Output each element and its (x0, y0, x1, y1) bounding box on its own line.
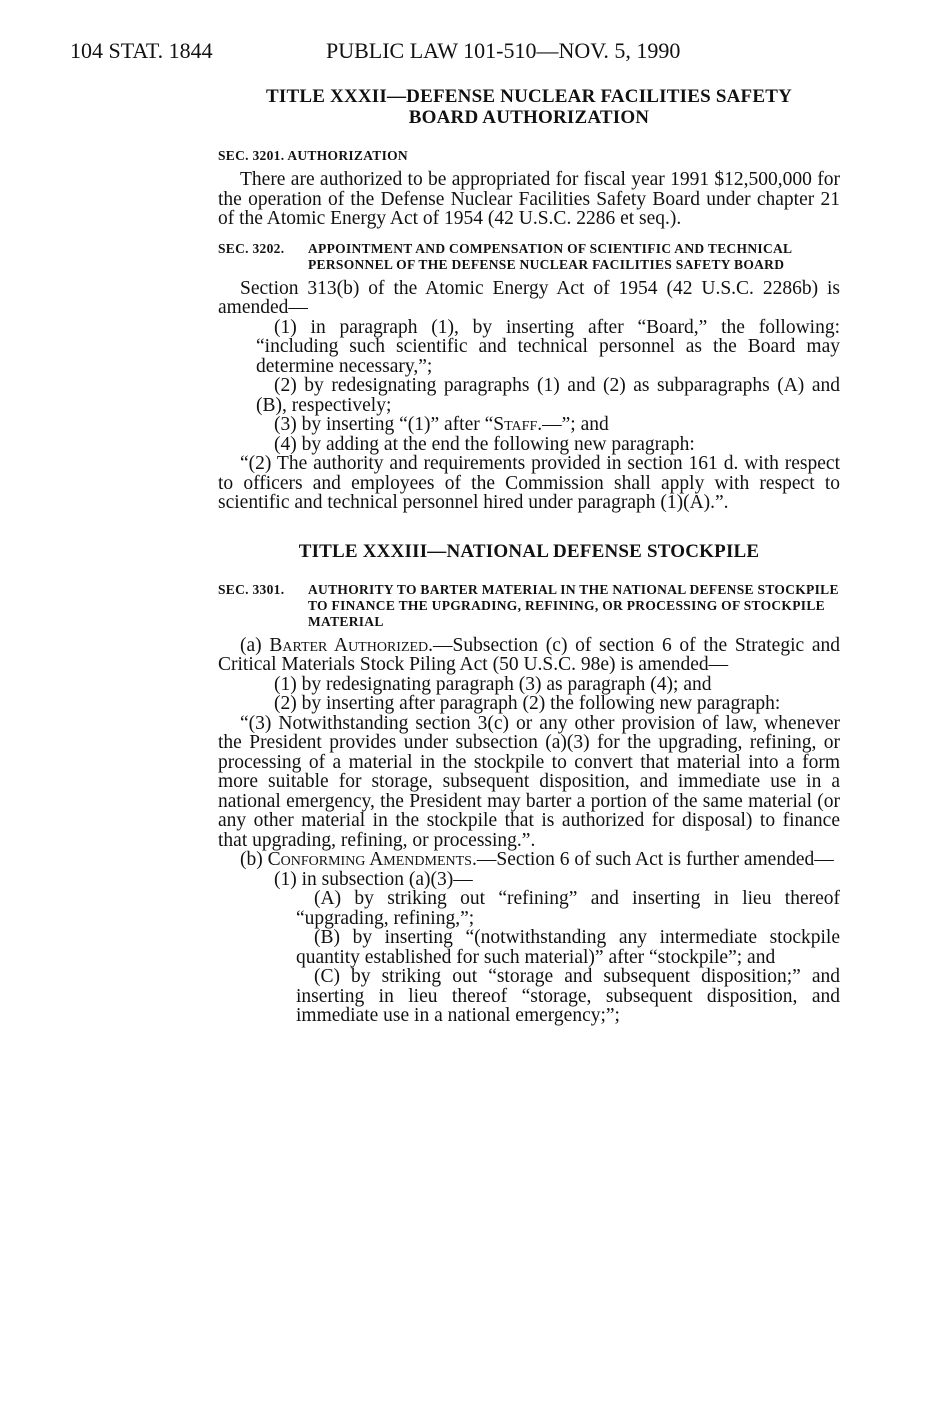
sec-3201-heading: SEC. 3201. AUTHORIZATION (218, 148, 408, 163)
document-body (218, 86, 840, 1026)
sec-3301-title: AUTHORITY TO BARTER MATERIAL IN THE NATIONAL DEFENSE STOCKPILE TO FINANCE THE UPGRADING, REFINING, OR PROCESSING OF STOCKPILE MATERIAL (308, 581, 839, 629)
subsection-b-heading: Conforming Amendments (267, 849, 472, 870)
sec-3202-number: SEC. 3202. (218, 240, 285, 256)
title-xxxiii-heading (218, 541, 840, 562)
subsection-a-item-1: (1) by redesignating paragraph (3) as paragraph (4); and (274, 673, 712, 695)
title-xxxii-line1: TITLE XXXII—DEFENSE NUCLEAR FACILITIES SAFETY (266, 86, 792, 107)
subsection-a-heading: Barter Authorized (269, 634, 429, 656)
statute-page-number: 104 STAT. 1844 (70, 38, 213, 63)
sec-3202-item-2: (2) by redesignating paragraphs (1) and (2) as subparagraphs (A) and (B), respectively; (256, 375, 840, 416)
subsection-a-item-2: (2) by inserting after paragraph (2) the following new paragraph: (274, 693, 781, 714)
sec-3202-item-1: (1) in paragraph (1), by inserting after “Board,” the following: “including such scientific and technical personnel as the Board may determine necessary,”; (256, 316, 840, 377)
subsection-a-label: (a) (240, 634, 270, 656)
subsection-b-subitem-b: (B) by inserting “(notwithstanding any intermediate stockpile quantity established for such material)” after “stockpile”; and (296, 927, 840, 968)
subsection-b-item-1: (1) in subsection (a)(3)— (274, 868, 473, 890)
sec-3202-item-3 (218, 415, 840, 435)
sec-3202-intro: Section 313(b) of the Atomic Energy Act of 1954 (42 U.S.C. 2286b) is amended— (218, 277, 840, 318)
subsection-b-text: .—Section 6 of such Act is further amended— (471, 849, 834, 870)
subsection-a-text: .—Subsection (c) of section 6 of the Strategic and Critical Materials Stock Piling Act (50 U.S.C. 98e) is amended— (218, 634, 840, 675)
page-header (70, 38, 870, 78)
sec-3301-subsection-b (218, 850, 840, 870)
public-law-citation: PUBLIC LAW 101-510—NOV. 5, 1990 (326, 38, 681, 63)
subsection-b-subitem-a: (A) by striking out “refining” and inserting in lieu thereof “upgrading, refining,”; (296, 888, 840, 929)
sec-3202-heading (218, 241, 840, 273)
subsection-b-label: (b) (240, 849, 268, 870)
sec-3202-item-4: (4) by adding at the end the following new paragraph: (274, 433, 695, 455)
sec-3301-number: SEC. 3301. (218, 581, 285, 597)
sec-3301-subsection-a (218, 636, 840, 675)
sec-3202-title: APPOINTMENT AND COMPENSATION OF SCIENTIFIC AND TECHNICAL PERSONNEL OF THE DEFENSE NUCLEAR FACILITIES SAFETY BOARD (308, 240, 792, 272)
sec-3202-item-3-staff: Staff (493, 414, 538, 435)
sec-3202-quoted-paragraph: “(2) The authority and requirements provided in section 161 d. with respect to officers and employees of the Commission shall apply with respect to scientific and technical personnel hired under paragraph (1)(A).”. (218, 453, 840, 513)
title-xxxii-heading (218, 86, 840, 128)
sec-3201-text: There are authorized to be appropriated for fiscal year 1991 $12,500,000 for the operation of the Defense Nuclear Facilities Safety Board under chapter 21 of the Atomic Energy Act of 1954 (42 U.S.C. 2286 et seq.). (218, 169, 840, 229)
sec-3202-item-3-end: .—”; and (537, 414, 609, 435)
subsection-b-subitem-c: (C) by striking out “storage and subsequent disposition;” and inserting in lieu thereof “storage, subsequent disposition, and immediate use in a national emergency;”; (296, 966, 840, 1026)
sec-3301-heading (218, 582, 840, 630)
title-xxxiii-line1: TITLE XXXIII—NATIONAL DEFENSE STOCKPILE (298, 540, 760, 562)
sec-3301-quoted-paragraph: “(3) Notwithstanding section 3(c) or any other provision of law, whenever the President provides under subsection (a)(3) for the upgrading, refining, or processing of a material in the stockpile to convert that material into a form more suitable for storage, subsequent disposition, and immediate use in a national emergency, the President may barter a portion of the same material (or any other material in the stockpile that is authorized for disposal) to finance that upgrading, refining, or processing.”. (218, 712, 840, 851)
title-xxxii-line2: BOARD AUTHORIZATION (408, 107, 650, 128)
sec-3202-item-3-start: (3) by inserting “(1)” after “ (274, 414, 494, 435)
